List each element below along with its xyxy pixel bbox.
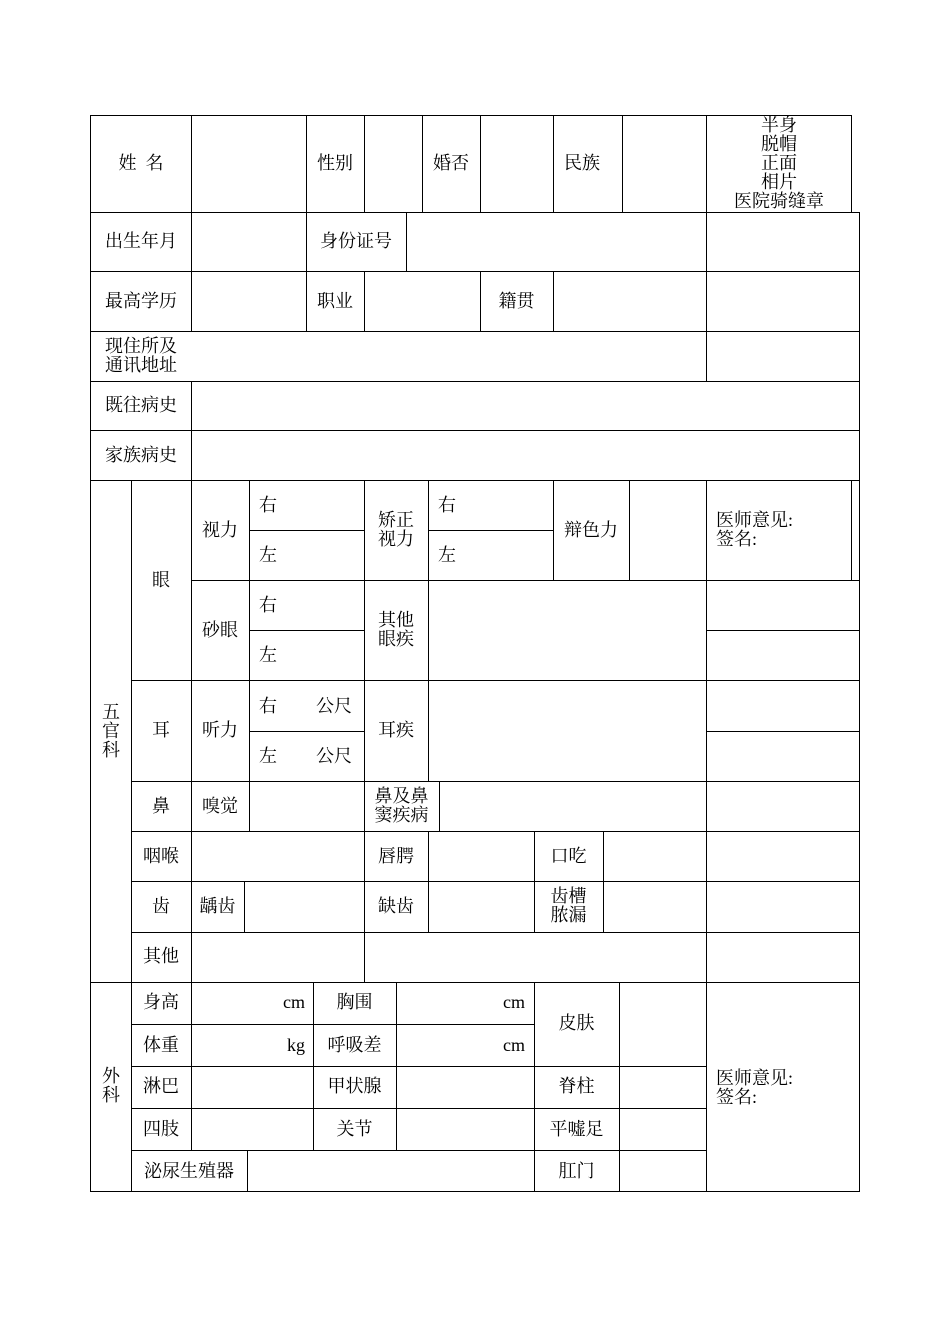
grid-line (244, 881, 245, 932)
grid-line (131, 932, 860, 933)
grid-line (131, 1150, 707, 1151)
grid-line (90, 331, 860, 332)
spine-label: 脊柱 (558, 1076, 595, 1096)
throat-label: 咽喉 (143, 846, 179, 866)
skin-label: 皮肤 (558, 1013, 595, 1033)
weight-label: 体重 (143, 1035, 179, 1055)
vision-label: 视力 (202, 520, 238, 540)
grid-line (364, 271, 365, 332)
alveolar-pyorrhea-label: 齿槽 脓漏 (550, 886, 587, 925)
color-vision-label: 辩色力 (564, 520, 618, 540)
corrected-vision-label: 矫正 视力 (378, 510, 414, 549)
grid-line (629, 480, 630, 580)
trachoma-label: 砂眼 (202, 620, 238, 640)
weight-unit: kg (287, 1035, 305, 1055)
vision-left-label: 左 (259, 545, 277, 565)
grid-line (603, 831, 604, 932)
grid-line (131, 831, 860, 832)
photo-placeholder-note: 半身 脱帽 正面 相片 医院骑缝章 (734, 115, 824, 211)
hearing-right-unit: 公尺 (316, 696, 352, 716)
grid-line (622, 115, 623, 212)
missing-teeth-label: 缺齿 (378, 896, 414, 916)
breath-difference-label: 呼吸差 (327, 1035, 382, 1055)
grid-line (553, 271, 554, 332)
ethnicity-label: 民族 (564, 153, 600, 173)
anus-label: 肛门 (558, 1161, 595, 1181)
grid-line (90, 271, 860, 272)
birth-date-label: 出生年月 (105, 231, 177, 251)
grid-line (191, 381, 192, 481)
smell-label: 嗅觉 (202, 796, 238, 816)
ear-disease-label: 耳疾 (378, 720, 414, 740)
sinus-disease-label: 鼻及鼻 窦疾病 (374, 786, 429, 825)
name-label: 姓 名 (118, 153, 164, 173)
other-eye-disease-label: 其他 眼疾 (378, 610, 414, 649)
grid-line (131, 781, 860, 782)
flatfoot-label: 平嘘足 (549, 1119, 604, 1139)
limbs-label: 四肢 (143, 1119, 179, 1139)
gender-label: 性别 (317, 153, 353, 173)
grid-line (706, 480, 707, 1192)
trachoma-right-label: 右 (259, 595, 277, 615)
lymph-label: 淋巴 (143, 1076, 179, 1096)
chest-unit: cm (503, 992, 525, 1012)
grid-line (90, 982, 860, 983)
ent-doctor-opinion: 医师意见: 签名: (716, 510, 794, 549)
grid-line (480, 115, 481, 212)
grid-line (90, 1191, 860, 1192)
grid-line (90, 381, 860, 382)
family-history-label: 家族病史 (105, 445, 177, 465)
grid-line (131, 1108, 707, 1109)
grid-line (706, 731, 860, 732)
grid-line (90, 212, 860, 213)
height-label: 身高 (143, 992, 179, 1012)
education-label: 最高学历 (105, 291, 177, 311)
grid-line (439, 781, 440, 832)
grid-line (859, 212, 860, 1192)
chest-label: 胸围 (336, 992, 373, 1012)
grid-line (90, 480, 860, 481)
grid-line (428, 831, 429, 932)
surgery-section-label: 外科 (102, 1066, 120, 1105)
urogenital-label: 泌尿生殖器 (144, 1161, 234, 1181)
native-place-label: 籍贯 (498, 291, 535, 311)
grid-line (406, 212, 407, 272)
stutter-label: 口吃 (550, 846, 587, 866)
grid-line (364, 115, 365, 212)
vision-right-label: 右 (259, 495, 277, 515)
grid-line (851, 115, 852, 212)
hearing-label: 听力 (202, 720, 238, 740)
grid-line (428, 480, 429, 781)
grid-line (249, 480, 250, 781)
grid-line (131, 1066, 707, 1067)
height-unit: cm (283, 992, 305, 1012)
grid-line (619, 982, 620, 1192)
nose-label: 鼻 (152, 796, 170, 816)
grid-line (131, 881, 860, 882)
breath-difference-unit: cm (503, 1035, 525, 1055)
grid-line (90, 115, 91, 1192)
address-label: 现住所及 通讯地址 (105, 336, 177, 375)
other-label: 其他 (143, 946, 179, 966)
hearing-left-label: 左 (259, 746, 277, 766)
surgery-doctor-opinion: 医师意见: 签名: (716, 1068, 794, 1107)
grid-line (706, 630, 860, 631)
grid-line (249, 530, 365, 531)
past-history-label: 既往病史 (105, 395, 177, 415)
thyroid-label: 甲状腺 (327, 1076, 382, 1096)
grid-line (191, 580, 860, 581)
grid-line (249, 630, 365, 631)
ent-section-label: 五官科 (102, 702, 120, 760)
joints-label: 关节 (336, 1119, 373, 1139)
ear-label: 耳 (152, 720, 170, 740)
corrected-left-label: 左 (438, 545, 456, 565)
grid-line (90, 430, 860, 431)
grid-line (851, 480, 852, 580)
grid-line (131, 680, 860, 681)
grid-line (191, 115, 192, 332)
teeth-label: 齿 (152, 896, 170, 916)
corrected-right-label: 右 (438, 495, 456, 515)
marital-status-label: 婚否 (433, 153, 469, 173)
hearing-left-unit: 公尺 (316, 746, 352, 766)
hearing-right-label: 右 (259, 696, 277, 716)
occupation-label: 职业 (317, 291, 353, 311)
caries-label: 龋齿 (199, 896, 236, 916)
id-number-label: 身份证号 (320, 231, 392, 251)
grid-line (249, 781, 250, 832)
grid-line (247, 1150, 248, 1192)
grid-line (428, 530, 554, 531)
grid-line (249, 731, 365, 732)
eye-label: 眼 (152, 570, 170, 590)
trachoma-left-label: 左 (259, 645, 277, 665)
lip-palate-label: 唇腭 (378, 846, 414, 866)
